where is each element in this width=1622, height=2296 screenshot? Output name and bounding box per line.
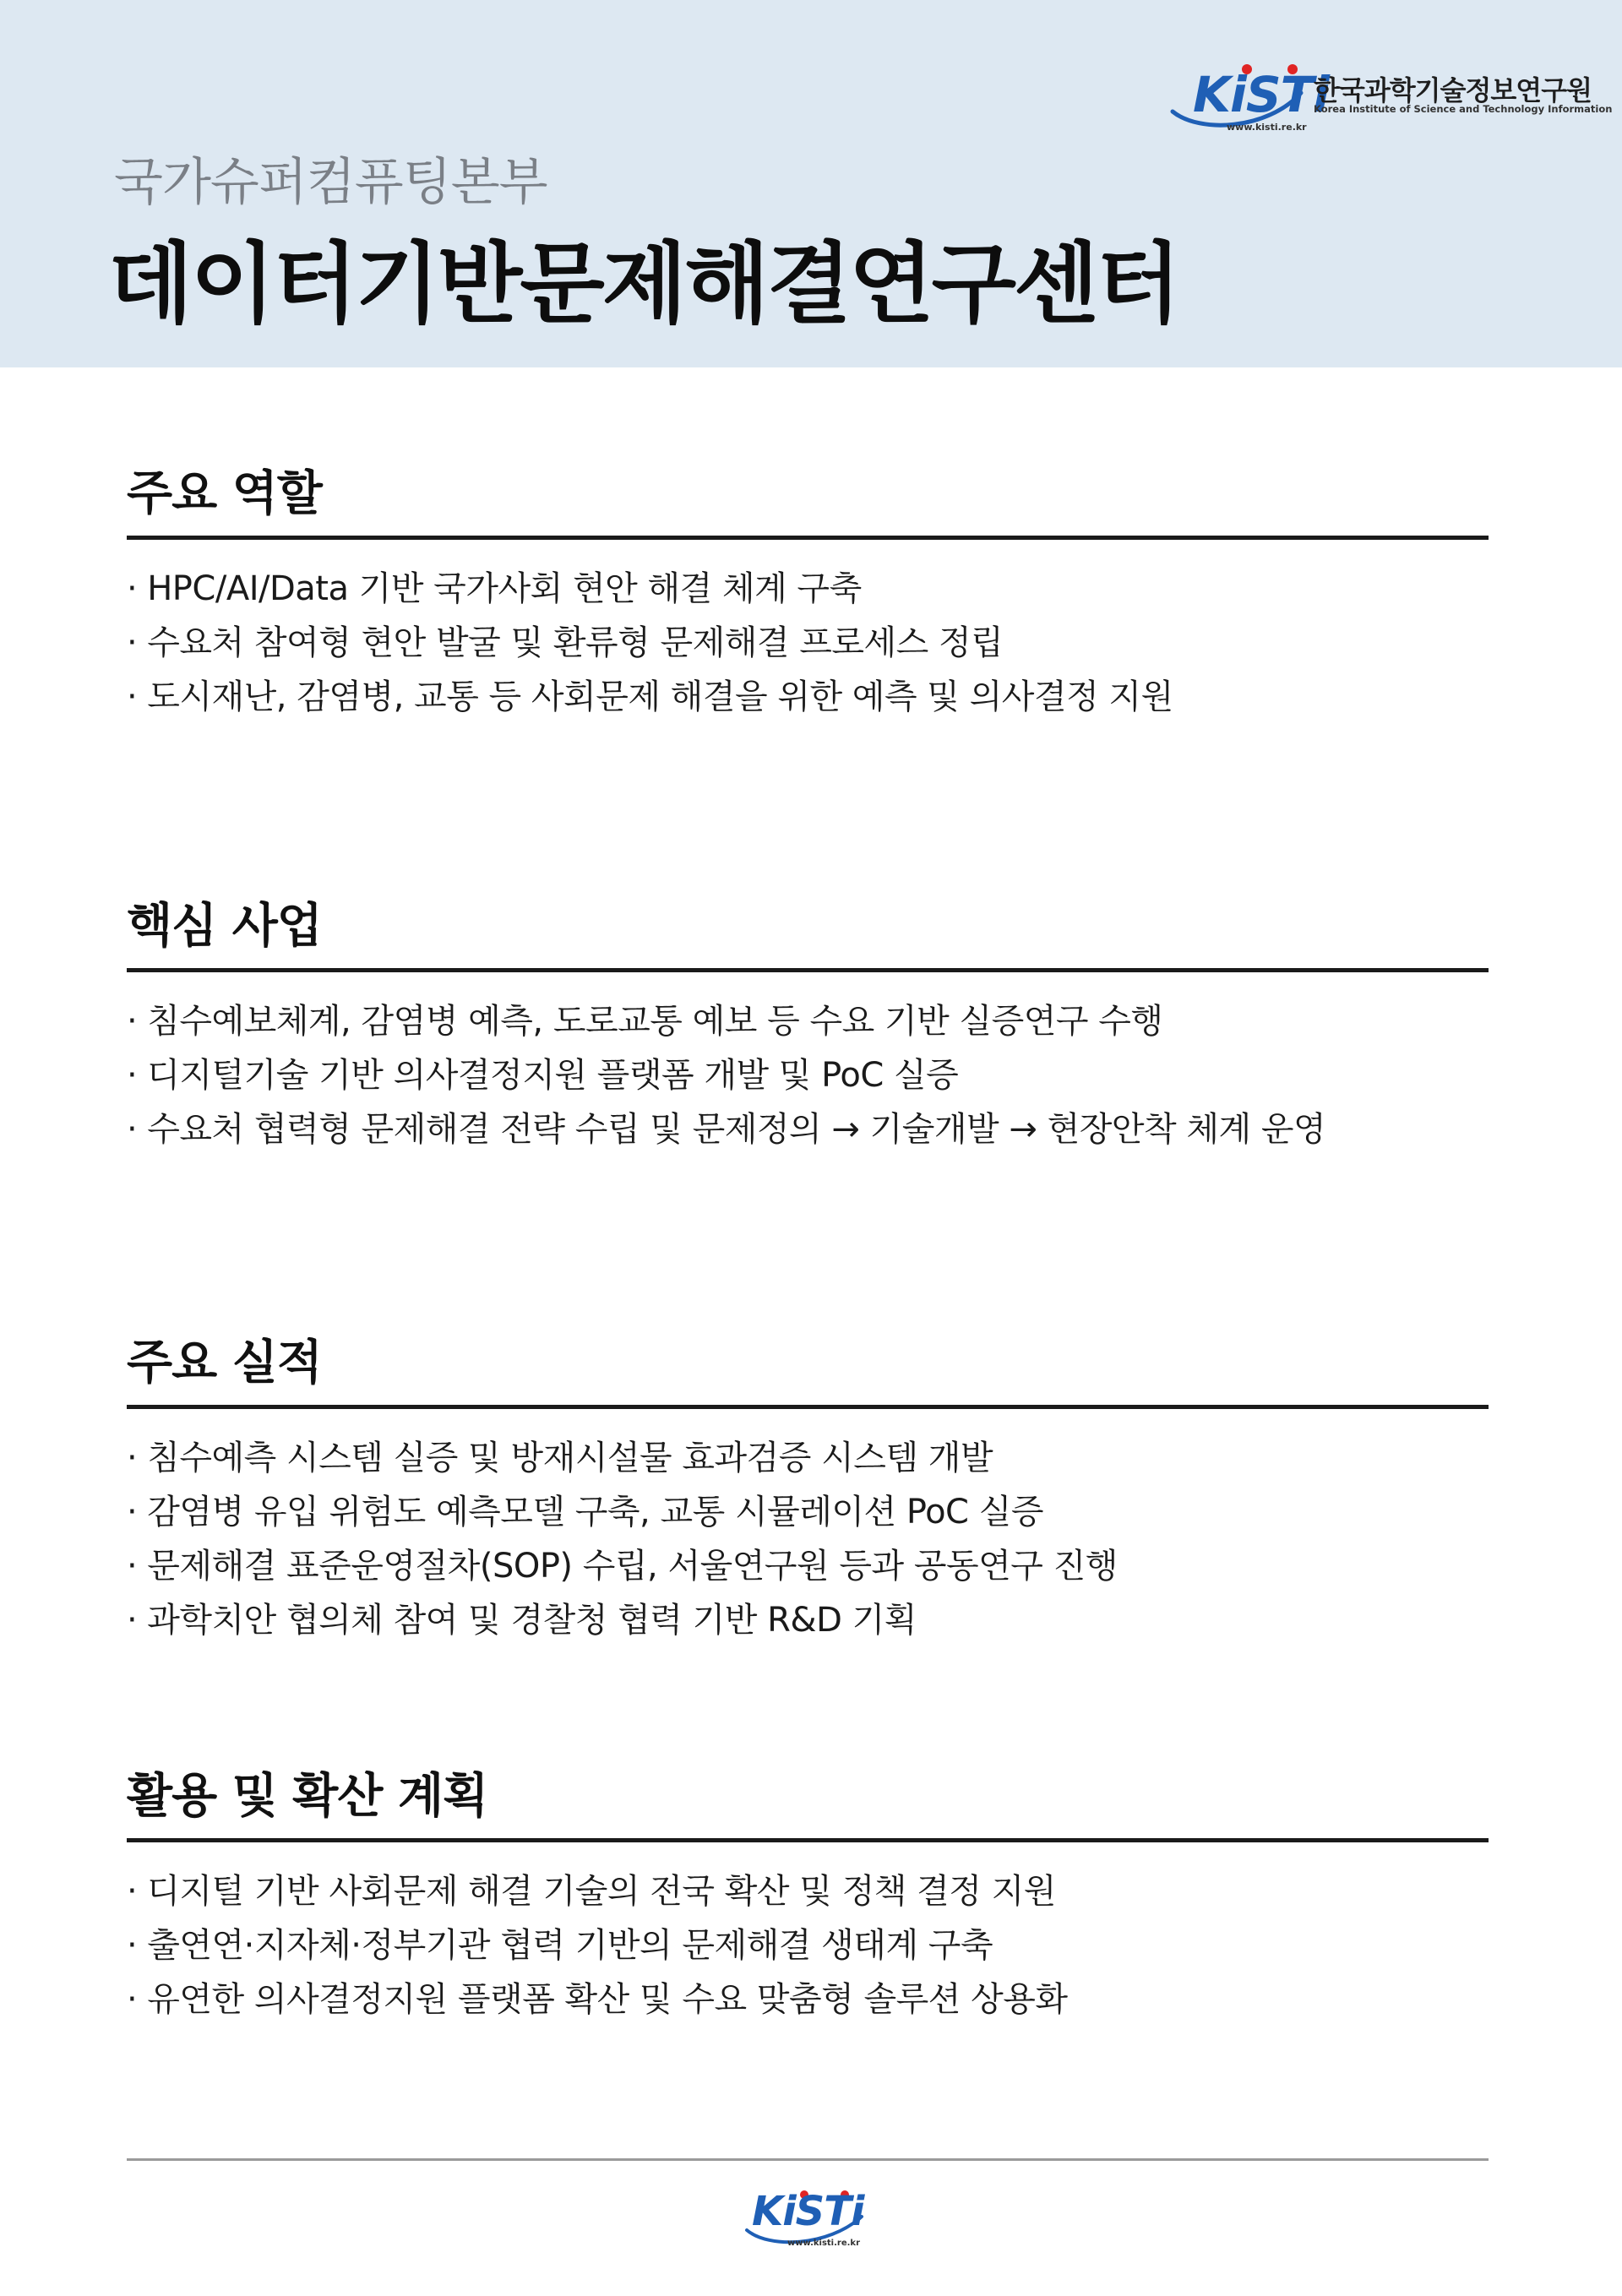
logo-wordmark: KiSTi — [752, 2188, 864, 2235]
list-item — [127, 670, 1489, 724]
list-item-text: HPC/AI/Data 기반 국가사회 현안 해결 체계 구축 — [147, 569, 862, 608]
logo-wordmark: KiSTi — [1193, 66, 1330, 123]
list-item — [127, 616, 1489, 670]
bullet-icon: · — [127, 1872, 138, 1911]
kisti-footer-logo — [743, 2188, 879, 2255]
list-item-text: 수요처 참여형 현안 발굴 및 환류형 문제해결 프로세스 정립 — [147, 623, 1004, 662]
list-item-text: 감염병 유입 위험도 예측모델 구축, 교통 시뮬레이션 PoC 실증 — [147, 1493, 1043, 1532]
logo-name-english: Korea Institute of Science and Technology Information — [1314, 103, 1613, 115]
section-main-roles — [127, 463, 1489, 724]
list-item-text: 출연연·지자체·정부기관 협력 기반의 문제해결 생태계 구축 — [147, 1926, 993, 1965]
section-dissemination-plan — [127, 1766, 1489, 2027]
page-title: 데이터기반문제해결연구센터 — [108, 232, 1179, 335]
bullet-icon: · — [127, 1926, 138, 1965]
section-divider — [127, 1838, 1489, 1842]
section-divider — [127, 1405, 1489, 1409]
list-item — [127, 1102, 1489, 1156]
list-item — [127, 1539, 1489, 1593]
bullet-icon: · — [127, 1439, 138, 1477]
bullet-icon: · — [127, 1056, 138, 1095]
list-item-text: 문제해결 표준운영절차(SOP) 수립, 서울연구원 등과 공동연구 진행 — [147, 1547, 1118, 1586]
kisti-logo — [1166, 59, 1613, 135]
section-divider — [127, 968, 1489, 972]
section-heading: 주요 역할 — [127, 466, 322, 521]
logo-url: www.kisti.re.kr — [1227, 122, 1307, 133]
list-item — [127, 1485, 1489, 1539]
logo-url: www.kisti.re.kr — [787, 2239, 861, 2248]
section-achievements — [127, 1332, 1489, 1647]
section-core-projects — [127, 895, 1489, 1156]
list-item-text: 수요처 협력형 문제해결 전략 수립 및 문제정의 → 기술개발 → 현장안착 체계 운영 — [147, 1110, 1326, 1149]
list-item-text: 과학치안 협의체 참여 및 경찰청 협력 기반 R&D 기획 — [147, 1601, 917, 1640]
bullet-icon: · — [127, 1493, 138, 1532]
list-item-text: 침수예측 시스템 실증 및 방재시설물 효과검증 시스템 개발 — [147, 1439, 993, 1477]
bullet-icon: · — [127, 569, 138, 608]
bullet-icon: · — [127, 677, 138, 716]
list-item-text: 디지털기술 기반 의사결정지원 플랫폼 개발 및 PoC 실증 — [147, 1056, 959, 1095]
list-item — [127, 1593, 1489, 1647]
bullet-icon: · — [127, 1547, 138, 1586]
department-name: 국가슈퍼컴퓨팅본부 — [114, 153, 547, 212]
list-item — [127, 1431, 1489, 1485]
section-heading: 활용 및 확산 계획 — [127, 1769, 488, 1824]
footer-divider — [127, 2158, 1489, 2161]
list-item-text: 유연한 의사결정지원 플랫폼 확산 및 수요 맞춤형 솔루션 상용화 — [147, 1980, 1068, 2019]
list-item — [127, 1918, 1489, 1972]
section-heading: 주요 실적 — [127, 1336, 322, 1390]
bullet-list — [127, 1864, 1489, 2027]
list-item-text: 디지털 기반 사회문제 해결 기술의 전국 확산 및 정책 결정 지원 — [147, 1872, 1056, 1911]
list-item — [127, 1972, 1489, 2027]
logo-name-korean: 한국과학기술정보연구원 — [1314, 74, 1592, 106]
list-item-text: 도시재난, 감염병, 교통 등 사회문제 해결을 위한 예측 및 의사결정 지원 — [147, 677, 1173, 716]
bullet-icon: · — [127, 1110, 138, 1149]
bullet-icon: · — [127, 1601, 138, 1640]
list-item — [127, 1864, 1489, 1918]
bullet-list — [127, 1431, 1489, 1647]
list-item — [127, 1048, 1489, 1102]
bullet-icon: · — [127, 623, 138, 662]
section-heading: 핵심 사업 — [127, 899, 322, 954]
list-item — [127, 562, 1489, 616]
bullet-list — [127, 562, 1489, 724]
section-divider — [127, 536, 1489, 540]
list-item-text: 침수예보체계, 감염병 예측, 도로교통 예보 등 수요 기반 실증연구 수행 — [147, 1002, 1163, 1041]
bullet-icon: · — [127, 1980, 138, 2019]
bullet-icon: · — [127, 1002, 138, 1041]
bullet-list — [127, 994, 1489, 1156]
list-item — [127, 994, 1489, 1048]
